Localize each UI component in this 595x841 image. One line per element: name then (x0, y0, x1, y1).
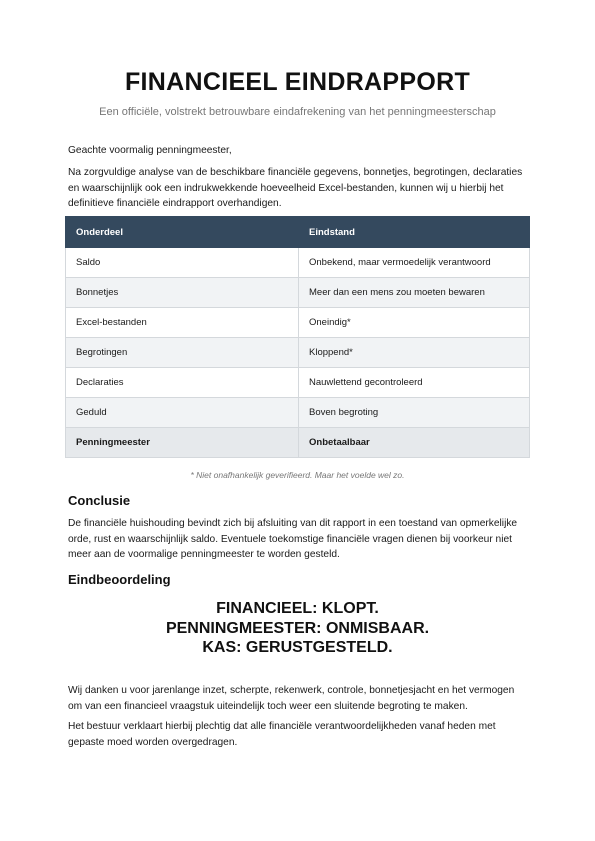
column-header-onderdeel: Onderdeel (66, 217, 299, 248)
table-cell: Boven begroting (299, 398, 530, 428)
table-cell: Nauwlettend gecontroleerd (299, 368, 530, 398)
table-cell: Excel-bestanden (66, 308, 299, 338)
table-row (66, 338, 530, 368)
bestuur-paragraph: Het bestuur verklaart hierbij plechtig dat alle financiële verantwoordelijkheden vanaf heden met gepaste moed worden overgedragen. (68, 721, 496, 748)
table-cell: Oneindig* (299, 308, 530, 338)
conclusie-paragraph: De financiële huishouding bevindt zich bij afsluiting van dit rapport in een toestand van opmerkelijke orde, rust en waarschijnlijk saldo. Eventuele toekomstige financiële vragen dienen bij voorkeur niet meer aan de voormalige penningmeester te worden gesteld. (68, 518, 518, 560)
column-header-eindstand: Eindstand (299, 217, 530, 248)
eindbeoordeling-heading: Eindbeoordeling (68, 572, 171, 587)
table-footnote: * Niet onafhankelijk geverifieerd. Maar het voelde wel zo. (190, 470, 405, 480)
table-cell: Declaraties (66, 368, 299, 398)
intro-paragraph: Na zorgvuldige analyse van de beschikbare financiële gegevens, bonnetjes, begrotingen, declaraties en waarschijnlijk ook een indrukwekkende hoeveelheid Excel-bestanden, kunnen wij u hierbij het definitieve financiële eindrapport overhandigen. (68, 167, 523, 209)
table-cell: Begrotingen (66, 338, 299, 368)
results-table (65, 216, 530, 458)
table-cell: Penningmeester (66, 428, 299, 458)
table-total-row (66, 428, 530, 458)
greeting: Geachte voormalig penningmeester, (68, 145, 232, 156)
table-row (66, 308, 530, 338)
report-title: FINANCIEEL EINDRAPPORT (124, 68, 471, 96)
conclusie-heading: Conclusie (68, 493, 131, 508)
thanks-paragraph: Wij danken u voor jarenlange inzet, scherpte, rekenwerk, controle, bonnetjesjacht en het vermogen om van een financieel vraagstuk uiteindelijk toch weer een sluitende begroting te maken. (68, 685, 515, 712)
table-cell: Geduld (66, 398, 299, 428)
table-cell: Meer dan een mens zou moeten bewaren (299, 278, 530, 308)
verdict-line: KAS: GERUSTGESTELD. (202, 639, 393, 656)
table-cell: Saldo (66, 248, 299, 278)
table-row (66, 368, 530, 398)
verdict-line: FINANCIEEL: KLOPT. (216, 600, 379, 617)
table-row (66, 398, 530, 428)
report-subtitle: Een officiële, volstrekt betrouwbare eindafrekening van het penningmeesterschap (99, 106, 496, 118)
table-header-row (66, 217, 530, 248)
table-cell: Onbetaalbaar (299, 428, 530, 458)
table-row (66, 248, 530, 278)
verdict-line: PENNINGMEESTER: ONMISBAAR. (165, 619, 430, 637)
table-row (66, 278, 530, 308)
verdict-block (0, 599, 595, 658)
table-cell: Onbekend, maar vermoedelijk verantwoord (299, 248, 530, 278)
table-cell: Bonnetjes (66, 278, 299, 308)
table-cell: Kloppend* (299, 338, 530, 368)
